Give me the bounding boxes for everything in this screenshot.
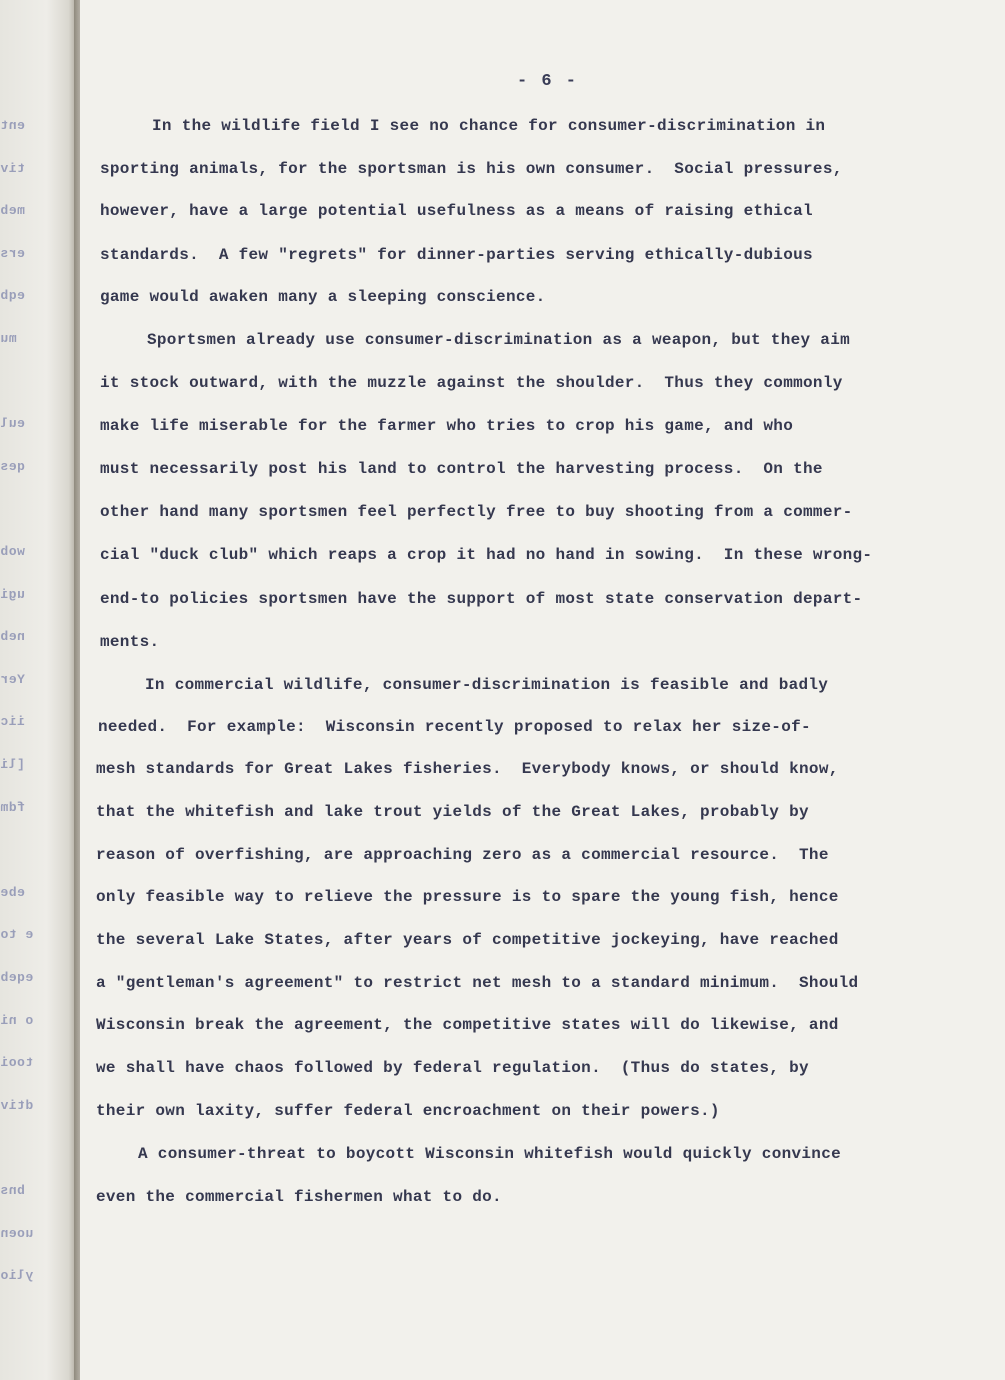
text-line: needed. For example: Wisconsin recently proposed to relax her size-of- bbox=[98, 718, 811, 736]
text-line: sporting animals, for the sportsman is his own consumer. Social pressures, bbox=[100, 160, 843, 178]
page-number: - 6 - bbox=[517, 72, 579, 91]
text-line: ments. bbox=[100, 633, 160, 651]
facing-page-fragment: tooi bbox=[0, 1055, 34, 1071]
text-line: Sportsmen already use consumer-discrimination as a weapon, but they aim bbox=[147, 331, 851, 349]
facing-page-fragment: eqeb bbox=[0, 970, 34, 985]
facing-page-fragment: fdm bbox=[0, 799, 25, 815]
facing-page-fragment: eul bbox=[0, 416, 25, 432]
typewritten-page bbox=[80, 0, 1005, 1380]
text-line: other hand many sportsmen feel perfectly free to buy shooting from a commer- bbox=[100, 503, 853, 521]
facing-page-fragment: ebe bbox=[0, 884, 25, 900]
facing-page-fragment: [li bbox=[0, 757, 25, 772]
facing-page-fragment: ugi bbox=[0, 586, 25, 602]
text-line: Wisconsin break the agreement, the competitive states will do likewise, and bbox=[96, 1016, 839, 1034]
facing-page-fragment: uoen bbox=[0, 1225, 34, 1241]
facing-page-fragment: meb bbox=[0, 203, 25, 219]
facing-page-edge bbox=[0, 0, 78, 1380]
facing-page-fragment: wob bbox=[0, 544, 25, 559]
facing-page-fragment: iic bbox=[0, 714, 25, 730]
facing-page-fragment: o ni bbox=[0, 1012, 34, 1028]
text-line: In the wildlife field I see no chance for consumer-discrimination in bbox=[152, 117, 826, 135]
text-line: the several Lake States, after years of competitive jockeying, have reached bbox=[96, 931, 839, 949]
facing-page-fragment: ent bbox=[0, 118, 25, 133]
facing-page-fragment: ylio bbox=[0, 1268, 34, 1284]
text-line: A consumer-threat to boycott Wisconsin whitefish would quickly convince bbox=[138, 1145, 842, 1163]
facing-page-fragment: e to bbox=[0, 927, 34, 943]
text-line: only feasible way to relieve the pressure is to spare the young fish, hence bbox=[96, 888, 839, 906]
text-line: mesh standards for Great Lakes fisheries. Everybody knows, or should know, bbox=[96, 760, 839, 778]
text-line: end-to policies sportsmen have the support of most state conservation depart- bbox=[100, 590, 863, 608]
facing-page-fragment: Yer bbox=[0, 671, 25, 687]
text-line: we shall have chaos followed by federal regulation. (Thus do states, by bbox=[96, 1059, 809, 1077]
text-line: game would awaken many a sleeping conscience. bbox=[100, 288, 546, 306]
text-line: their own laxity, suffer federal encroachment on their powers.) bbox=[96, 1102, 720, 1120]
text-line: it stock outward, with the muzzle against the shoulder. Thus they commonly bbox=[100, 374, 843, 392]
text-line: even the commercial fishermen what to do. bbox=[96, 1188, 502, 1206]
text-line: standards. A few "regrets" for dinner-parties serving ethically-dubious bbox=[100, 246, 813, 264]
facing-page-fragment: mu bbox=[0, 331, 17, 346]
facing-page-fragment: qes bbox=[0, 458, 25, 474]
facing-page-fragment: tiv bbox=[0, 160, 25, 176]
facing-page-fragment: bns bbox=[0, 1183, 25, 1198]
text-line: a "gentleman's agreement" to restrict net mesh to a standard minimum. Should bbox=[96, 974, 859, 992]
text-line: that the whitefish and lake trout yields of the Great Lakes, probably by bbox=[96, 803, 809, 821]
facing-page-fragment: neb bbox=[0, 629, 25, 645]
text-line: reason of overfishing, are approaching zero as a commercial resource. The bbox=[96, 846, 829, 864]
text-line: cial "duck club" which reaps a crop it had no hand in sowing. In these wrong- bbox=[100, 546, 873, 564]
facing-page-fragment: dtiv bbox=[0, 1097, 34, 1113]
facing-page-fragment: ers bbox=[0, 245, 25, 261]
text-line: make life miserable for the farmer who tries to crop his game, and who bbox=[100, 417, 794, 435]
facing-page-fragment: eqb bbox=[0, 288, 25, 304]
text-line: must necessarily post his land to control the harvesting process. On the bbox=[100, 460, 823, 478]
text-line: In commercial wildlife, consumer-discrimination is feasible and badly bbox=[145, 676, 829, 694]
text-line: however, have a large potential usefulness as a means of raising ethical bbox=[100, 202, 813, 220]
